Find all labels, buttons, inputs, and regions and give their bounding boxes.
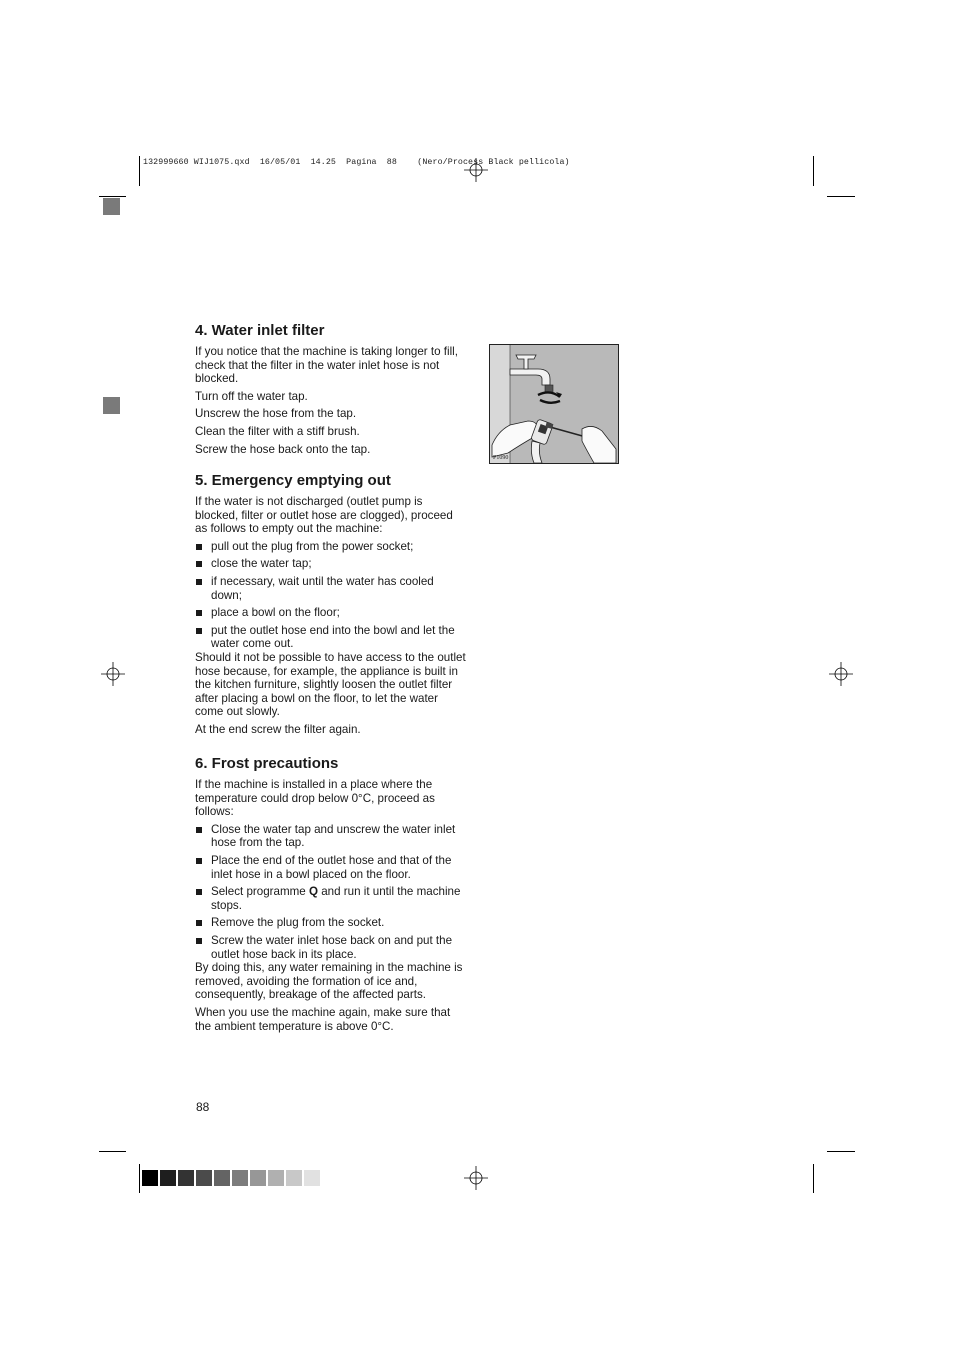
list-item: put the outlet hose end into the bowl and let the water come out.	[195, 624, 467, 651]
color-swatch	[142, 1170, 158, 1186]
paragraph: If the water is not discharged (outlet pump is blocked, filter or outlet hose are clogged), proceed as follows to empty out the machine:	[195, 495, 453, 536]
color-swatch	[304, 1170, 320, 1186]
paragraph: Should it not be possible to have access to the outlet hose because, for example, the appliance is built in the kitchen furniture, slightly loosen the outlet filter after placing a bowl on the floor, to let the water come out slowly.	[195, 650, 466, 719]
list-item-text: Select programme	[211, 885, 309, 899]
section-frost-precautions	[195, 755, 467, 1037]
crop-mark	[139, 156, 140, 186]
paragraph: At the end screw the filter again.	[195, 722, 361, 736]
section-emergency-emptying	[195, 472, 467, 741]
gray-marker	[103, 397, 120, 414]
section-heading: 4. Water inlet filter	[195, 322, 325, 339]
tap-filter-illustration	[489, 344, 619, 464]
step-text: Clean the filter with a stiff brush.	[195, 424, 360, 438]
color-swatch	[250, 1170, 266, 1186]
list-item: if necessary, wait until the water has cooled down;	[195, 575, 467, 602]
color-swatch	[178, 1170, 194, 1186]
paragraph: When you use the machine again, make sure that the ambient temperature is above 0°C.	[195, 1005, 451, 1033]
crop-mark	[813, 1164, 814, 1193]
crop-mark	[827, 196, 855, 197]
print-slug-line: 132999660 WIJ1075.qxd 16/05/01 14.25 Pagina 88 (Nero/Process Black pellicola)	[143, 158, 570, 167]
step-text: Screw the hose back onto the tap.	[195, 442, 371, 456]
list-item-text: and run it until the machine stops.	[211, 885, 461, 912]
paragraph: If you notice that the machine is taking longer to fill, check that the filter in the water inlet hose is not blocked.	[195, 345, 458, 386]
list-item: Screw the water inlet hose back on and put the outlet hose back in its place.	[195, 934, 467, 961]
figure-code: P1090	[493, 455, 509, 461]
gray-marker	[103, 198, 120, 215]
section-water-inlet-filter	[195, 322, 467, 460]
color-swatch	[214, 1170, 230, 1186]
bullet-list	[195, 540, 467, 651]
registration-mark-icon	[464, 1166, 488, 1190]
registration-mark-icon	[464, 158, 488, 182]
crop-mark	[99, 1151, 126, 1152]
list-item: pull out the plug from the power socket;	[195, 540, 467, 554]
list-item: Close the water tap and unscrew the water inlet hose from the tap.	[195, 823, 467, 850]
registration-mark-icon	[101, 662, 125, 686]
crop-mark	[813, 156, 814, 186]
registration-mark-icon	[829, 662, 853, 686]
section-heading: 6. Frost precautions	[195, 755, 339, 772]
step-text: Unscrew the hose from the tap.	[195, 407, 357, 421]
list-item	[195, 885, 467, 912]
paragraph: If the machine is installed in a place where the temperature could drop below 0°C, proceed as follows:	[195, 778, 435, 819]
color-swatch	[160, 1170, 176, 1186]
list-item: place a bowl on the floor;	[195, 606, 467, 620]
list-item: close the water tap;	[195, 557, 467, 571]
paragraph: By doing this, any water remaining in the machine is removed, avoiding the formation of ice and, consequently, breakage of the affected parts.	[195, 961, 463, 1002]
color-swatch	[196, 1170, 212, 1186]
tap-filter-cleaning-icon	[490, 345, 618, 463]
crop-mark	[99, 196, 126, 197]
list-item: Remove the plug from the socket.	[195, 916, 467, 930]
step-text: Turn off the water tap.	[195, 389, 308, 403]
section-heading: 5. Emergency emptying out	[195, 472, 391, 489]
crop-mark	[139, 1164, 140, 1193]
programme-symbol: Q	[308, 885, 318, 899]
color-swatch	[232, 1170, 248, 1186]
list-item: Place the end of the outlet hose and that of the inlet hose in a bowl placed on the floor.	[195, 854, 467, 881]
bullet-list	[195, 823, 467, 961]
page-number: 88	[196, 1100, 210, 1114]
color-swatch	[268, 1170, 284, 1186]
color-swatch	[286, 1170, 302, 1186]
crop-mark	[827, 1151, 855, 1152]
